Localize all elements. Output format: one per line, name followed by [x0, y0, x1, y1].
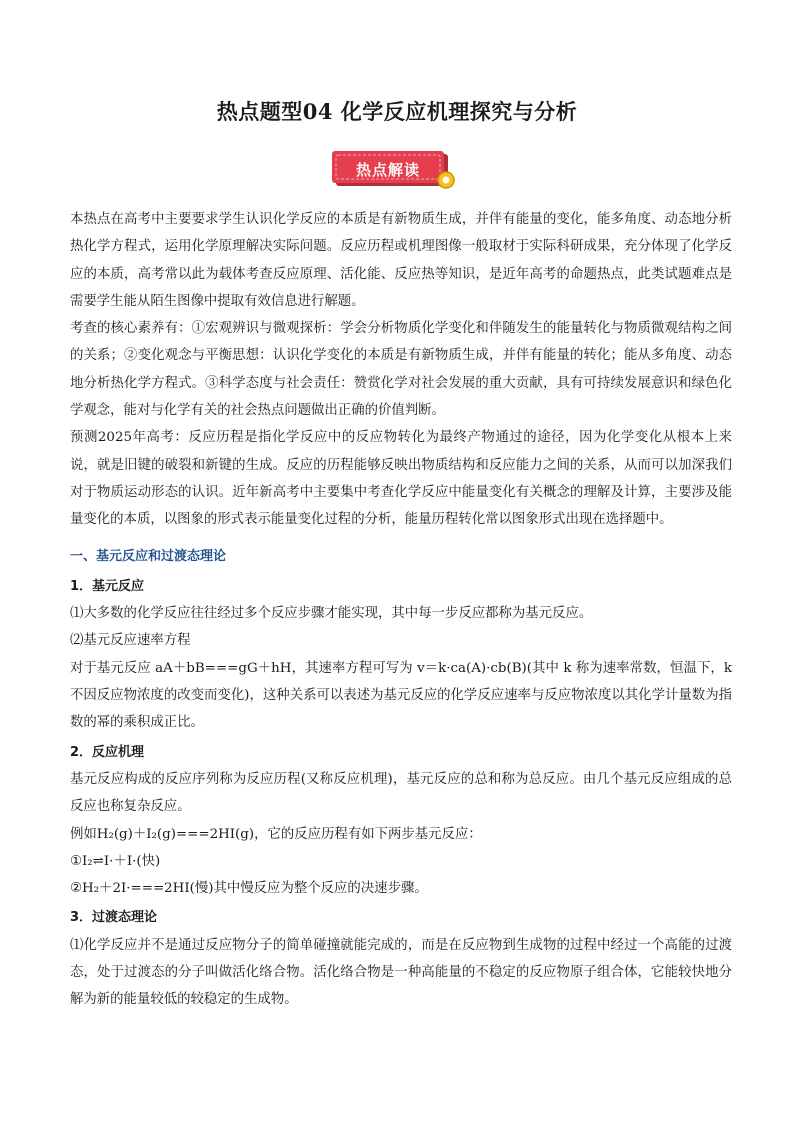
subsection-heading: 1．基元反应 — [70, 578, 145, 594]
equation-line: ②H₂＋2I·===2HI(慢)其中慢反应为整个反应的决速步骤。 — [70, 881, 428, 897]
equation-line: ①I₂⇌I·＋I·(快) — [70, 853, 161, 869]
section-badge — [328, 150, 462, 192]
page-title: 热点题型04 化学反应机理探究与分析 — [216, 99, 578, 124]
section-heading: 一、基元反应和过渡态理论 — [70, 548, 227, 564]
subsection-heading: 2．反应机理 — [70, 744, 145, 760]
intro-paragraph: 考查的核心素养有：①宏观辨识与微观探析：学会分析物质化学变化和伴随发生的能量转化与物质微观结构之间的关系；②变化观念与平衡思想：认识化学变化的本质是有新物质生成，并伴有能量的转化；能从多角度、动态地分析热化学方程式。③科学态度与社会责任：赞赏化学对社会发展的重大贡献，具有可持续发展意识和绿色化学观念，能对与化学有关的社会热点问题做出正确的价值判断。 — [70, 321, 732, 419]
equation-line: 例如H₂(g)＋I₂(g)===2HI(g)，它的反应历程有如下两步基元反应： — [70, 826, 482, 842]
body-paragraph: 对于基元反应 aA＋bB===gG＋hH，其速率方程可写为 v＝k·ca(A)·cb(B)(其中 k 称为速率常数，恒温下，k 不因反应物浓度的改变而变化)，这种关系可以表述为基元反应的化学反应速率与反应物浓度以其化学计量数为指数的幂的乘积成正比。 — [70, 660, 732, 731]
subsection-heading: 3．过渡态理论 — [70, 910, 158, 926]
document-body — [70, 206, 732, 1014]
intro-paragraph: 本热点在高考中主要要求学生认识化学反应的本质是有新物质生成，并伴有能量的变化，能多角度、动态地分析热化学方程式，运用化学原理解决实际问题。反应历程或机理图像一般取材于实际科研成果，充分体现了化学反应的本质，高考常以此为载体考查反应原理、活化能、反应热等知识，是近年高考的命题热点，此类试题难点是需要学生能从陌生图像中提取有效信息进行解题。 — [70, 212, 732, 309]
badge-label: 热点解读 — [355, 161, 420, 179]
body-paragraph: ⑴化学反应并不是通过反应物分子的简单碰撞就能完成的，而是在反应物到生成物的过程中经过一个高能的过渡态，处于过渡态的分子叫做活化络合物。活化络合物是一种高能量的不稳定的反应物原子组合体，它能较快地分解为新的能量较低的较稳定的生成物。 — [70, 937, 732, 1008]
intro-paragraph: 预测2025年高考：反应历程是指化学反应中的反应物转化为最终产物通过的途径，因为化学变化从根本上来说，就是旧键的破裂和新键的生成。反应的历程能够反映出物质结构和反应能力之间的关系，从而可以加深我们对于物质运动形态的认识。近年新高考中主要集中考查化学反应中能量变化有关概念的理解及计算，主要涉及能量变化的本质，以图象的形式表示能量变化过程的分析，能量历程转化常以图象形式出现在选择题中。 — [70, 430, 732, 528]
body-paragraph: ⑴大多数的化学反应往往经过多个反应步骤才能实现，其中每一步反应都称为基元反应。 — [70, 606, 593, 622]
body-paragraph: 基元反应构成的反应序列称为反应历程(又称反应机理)，基元反应的总和称为总反应。由几个基元反应组成的总反应也称复杂反应。 — [70, 771, 732, 815]
body-paragraph: ⑵基元反应速率方程 — [70, 633, 191, 649]
